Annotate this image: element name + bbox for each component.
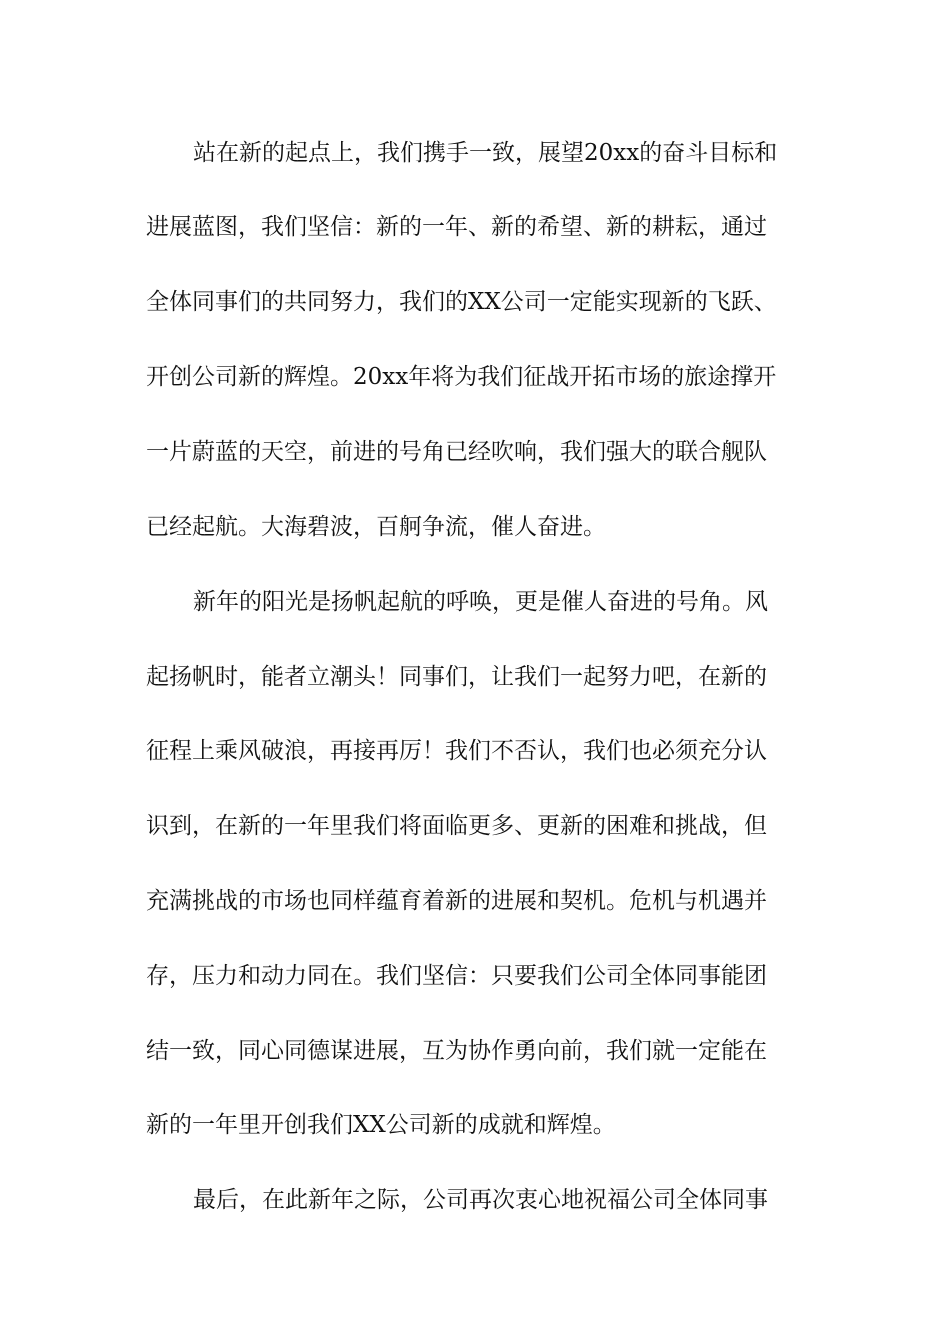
paragraph-2-line-5: 充满挑战的市场也同样蕴育着新的进展和契机。危机与机遇并 [146, 888, 767, 914]
paragraph-2-line-7: 结一致，同心同德谋进展，互为协作勇向前，我们就一定能在 [146, 1038, 767, 1064]
paragraph-2-line-8: 新的一年里开创我们XX公司新的成就和辉煌。 [146, 1112, 616, 1138]
paragraph-3-line-1: 最后，在此新年之际，公司再次衷心地祝福公司全体同事 [193, 1187, 768, 1213]
paragraph-2-line-4: 识到，在新的一年里我们将面临更多、更新的困难和挑战，但 [146, 813, 767, 839]
paragraph-2-line-2: 起扬帆时，能者立潮头！同事们，让我们一起努力吧，在新的 [146, 664, 767, 690]
paragraph-2-line-3: 征程上乘风破浪，再接再厉！我们不否认，我们也必须充分认 [146, 738, 767, 764]
paragraph-1-line-4: 开创公司新的辉煌。20xx年将为我们征战开拓市场的旅途撑开 [146, 364, 777, 390]
paragraph-2-line-6: 存，压力和动力同在。我们坚信：只要我们公司全体同事能团 [146, 963, 767, 989]
paragraph-1-line-5: 一片蔚蓝的天空，前进的号角已经吹响，我们强大的联合舰队 [146, 439, 767, 465]
paragraph-1-line-3: 全体同事们的共同努力，我们的XX公司一定能实现新的飞跃、 [146, 289, 777, 315]
paragraph-2-line-1: 新年的阳光是扬帆起航的呼唤，更是催人奋进的号角。风 [193, 589, 768, 615]
paragraph-1-line-1: 站在新的起点上，我们携手一致，展望20xx的奋斗目标和 [193, 140, 778, 166]
paragraph-1-line-6: 已经起航。大海碧波，百舸争流，催人奋进。 [146, 514, 606, 540]
paragraph-1-line-2: 进展蓝图，我们坚信：新的一年、新的希望、新的耕耘，通过 [146, 214, 767, 240]
